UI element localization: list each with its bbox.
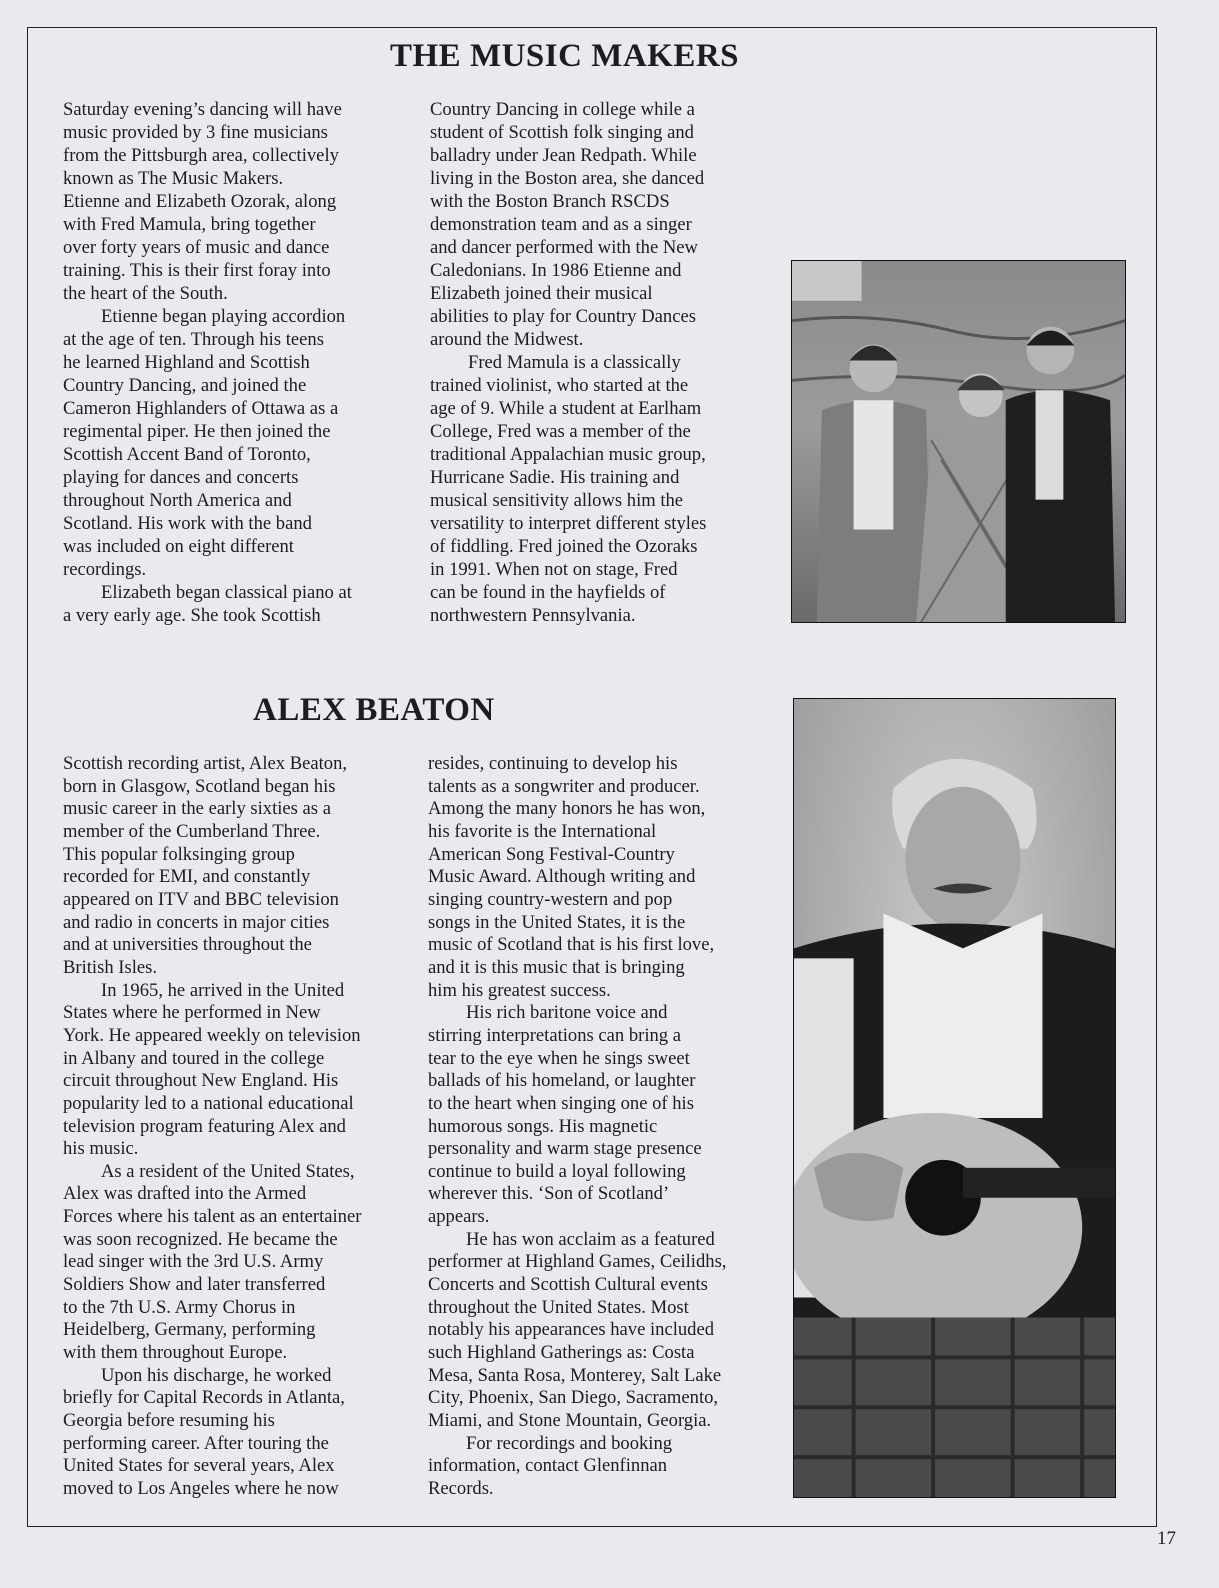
text-line: music of Scotland that is his first love, [428,934,715,956]
text-line: Georgia before resuming his [63,1410,275,1432]
text-line: was included on eight different [63,536,294,557]
text-line: talents as a songwriter and producer. [428,775,700,797]
text-line: and dancer performed with the New [430,237,698,258]
text-line: Forces where his talent as an entertainer [63,1206,362,1228]
text-line: playing for dances and concerts [63,467,299,488]
text-line: performer at Highland Games, Ceilidhs, [428,1251,727,1273]
text-line: briefly for Capital Records in Atlanta, [63,1387,345,1409]
text-line: Heidelberg, Germany, performing [63,1319,316,1341]
text-line: ballads of his homeland, or laughter [428,1070,696,1092]
text-line: Etienne and Elizabeth Ozorak, along [63,191,337,212]
text-line: Country Dancing, and joined the [63,375,307,396]
text-line: As a resident of the United States, [101,1160,355,1182]
text-line: Caledonians. In 1986 Etienne and [430,260,682,281]
alex-beaton-photo [793,698,1116,1498]
text-line: to the heart when singing one of his [428,1092,694,1114]
text-line: his music. [63,1138,139,1160]
text-line: over forty years of music and dance [63,237,330,258]
text-line: born in Glasgow, Scotland began his [63,775,336,797]
music-makers-title: THE MUSIC MAKERS [390,38,740,74]
text-line: York. He appeared weekly on television [63,1024,361,1046]
text-line: information, contact Glenfinnan [428,1455,668,1477]
text-line: known as The Music Makers. [63,168,284,189]
music-makers-column-1 [63,98,352,627]
text-line: versatility to interpret different styles [430,513,707,534]
text-line: northwestern Pennsylvania. [430,605,636,626]
text-line: with Fred Mamula, bring together [63,214,316,235]
text-line: musical sensitivity allows him the [430,490,684,511]
text-line: traditional Appalachian music group, [430,444,706,465]
text-line: lead singer with the 3rd U.S. Army [63,1251,324,1273]
text-line: of fiddling. Fred joined the Ozoraks [430,536,698,557]
text-line: For recordings and booking [466,1432,673,1454]
text-line: Upon his discharge, he worked [101,1364,332,1386]
alex-beaton-column-1 [63,753,361,1501]
music-makers-column-2 [430,98,706,627]
text-line: Scottish recording artist, Alex Beaton, [63,753,348,774]
text-line: He has won acclaim as a featured [466,1228,715,1250]
text-line: United States for several years, Alex [63,1455,335,1477]
text-line: Mesa, Santa Rosa, Monterey, Salt Lake [428,1364,722,1386]
text-line: in Albany and toured in the college [63,1047,325,1069]
text-line: balladry under Jean Redpath. While [430,145,697,166]
music-makers-photo [791,260,1126,623]
text-line: with the Boston Branch RSCDS [430,191,670,212]
text-line: Miami, and Stone Mountain, Georgia. [428,1410,712,1432]
text-line: demonstration team and as a singer [430,214,692,235]
text-line: City, Phoenix, San Diego, Sacramento, [428,1387,719,1409]
text-line: member of the Cumberland Three. [63,820,321,842]
text-line: notably his appearances have included [428,1319,715,1341]
text-line: British Isles. [63,956,158,978]
text-line: the heart of the South. [63,283,228,304]
text-line: Scotland. His work with the band [63,513,312,534]
text-line: Cameron Highlanders of Ottawa as a [63,398,339,419]
text-line: to the 7th U.S. Army Chorus in [63,1296,296,1318]
text-line: and it is this music that is bringing [428,956,685,978]
text-line: in 1991. When not on stage, Fred [430,559,678,580]
text-line: Elizabeth began classical piano at [101,582,352,603]
text-line: Concerts and Scottish Cultural events [428,1274,708,1296]
text-line: Saturday evening’s dancing will have [63,99,342,120]
text-line: abilities to play for Country Dances [430,306,696,327]
text-line: around the Midwest. [430,329,584,350]
text-line: stirring interpretations can bring a [428,1024,682,1046]
text-line: Alex was drafted into the Armed [63,1183,307,1205]
text-line: training. This is their first foray into [63,260,331,281]
text-line: circuit throughout New England. His [63,1070,339,1092]
text-line: College, Fred was a member of the [430,421,691,442]
alex-beaton-column-2 [428,753,726,1501]
text-line: and at universities throughout the [63,934,312,956]
text-line: songs in the United States, it is the [428,911,686,933]
text-line: popularity led to a national educational [63,1092,354,1114]
text-line: music career in the early sixties as a [63,798,331,820]
text-line: at the age of ten. Through his teens [63,329,324,350]
text-line: trained violinist, who started at the [430,375,689,396]
text-line: such Highland Gatherings as: Costa [428,1342,695,1364]
text-line: tear to the eye when he sings sweet [428,1047,690,1069]
text-line: with them throughout Europe. [63,1342,288,1364]
text-line: continue to build a loyal following [428,1160,686,1182]
page-number: 17 [1157,1528,1176,1549]
text-line: from the Pittsburgh area, collectively [63,145,339,166]
text-line: Soldiers Show and later transferred [63,1274,326,1296]
text-line: music provided by 3 fine musicians [63,122,328,143]
text-line: student of Scottish folk singing and [430,122,694,143]
text-line: Country Dancing in college while a [430,99,695,120]
text-line: singing country-western and pop [428,888,673,910]
text-line: performing career. After touring the [63,1432,329,1454]
text-line: moved to Los Angeles where he now [63,1478,339,1499]
text-line: throughout North America and [63,490,292,511]
text-line: living in the Boston area, she danced [430,168,705,189]
text-line: and radio in concerts in major cities [63,911,330,933]
text-line: States where he performed in New [63,1002,321,1024]
text-line: In 1965, he arrived in the United [101,979,345,1001]
text-line: was soon recognized. He became the [63,1228,338,1250]
alex-beaton-title: ALEX BEATON [253,692,495,728]
text-line: a very early age. She took Scottish [63,605,321,626]
text-line: Among the many honors he has won, [428,798,706,820]
text-line: Scottish Accent Band of Toronto, [63,444,311,465]
text-line: Records. [428,1478,494,1499]
text-line: appeared on ITV and BBC television [63,888,339,910]
text-line: age of 9. While a student at Earlham [430,398,702,419]
text-line: television program featuring Alex and [63,1115,346,1137]
text-line: American Song Festival-Country [428,843,675,865]
text-line: Fred Mamula is a classically [468,352,681,373]
text-line: recordings. [63,559,147,580]
text-line: humorous songs. His magnetic [428,1115,658,1137]
text-line: can be found in the hayfields of [430,582,666,603]
text-line: him his greatest success. [428,979,611,1001]
text-line: Hurricane Sadie. His training and [430,467,680,488]
text-line: personality and warm stage presence [428,1138,702,1160]
text-line: wherever this. ‘Son of Scotland’ [428,1183,670,1205]
text-line: His rich baritone voice and [466,1002,668,1024]
text-line: regimental piper. He then joined the [63,421,331,442]
text-line: Elizabeth joined their musical [430,283,653,304]
text-line: Etienne began playing accordion [101,306,346,327]
text-line: throughout the United States. Most [428,1296,689,1318]
text-line: appears. [428,1206,490,1228]
text-line: his favorite is the International [428,820,657,842]
text-line: resides, continuing to develop his [428,753,678,774]
text-line: Music Award. Although writing and [428,866,696,888]
text-line: recorded for EMI, and constantly [63,866,311,888]
text-line: he learned Highland and Scottish [63,352,310,373]
text-line: This popular folksinging group [63,843,295,865]
